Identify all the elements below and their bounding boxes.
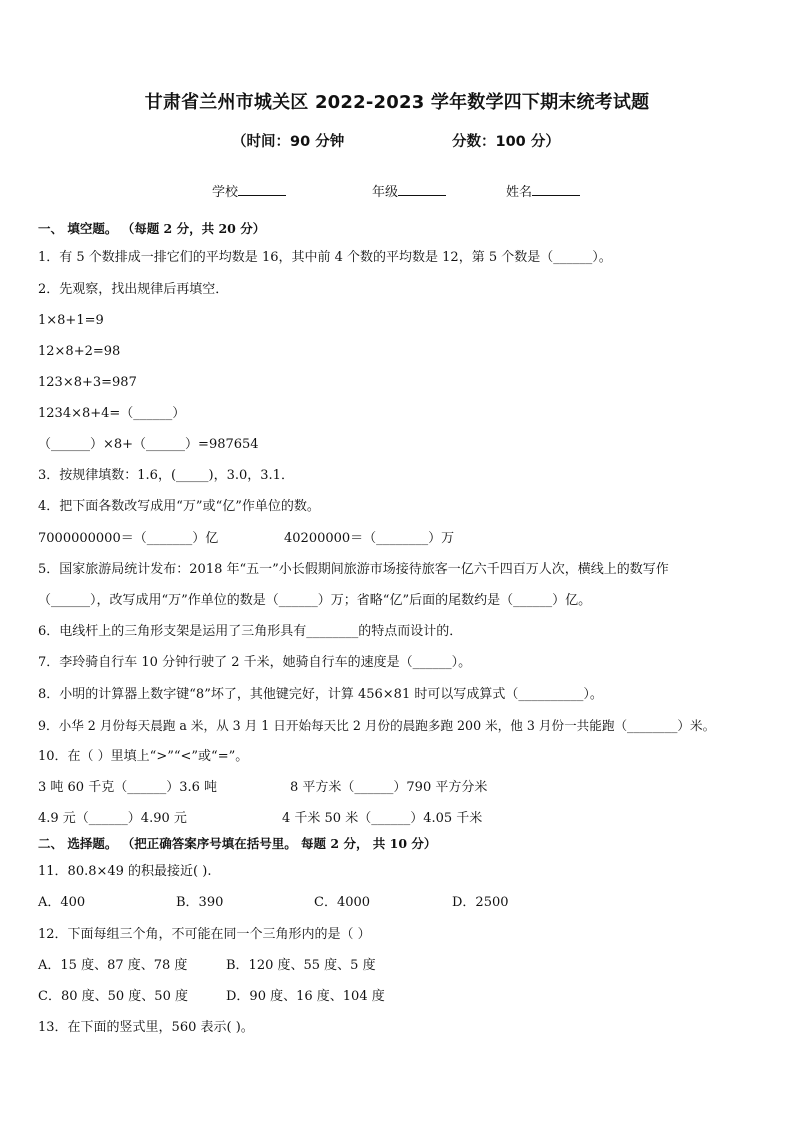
grade-label: 年级 xyxy=(372,185,399,200)
question-9: 9．小华 2 月份每天晨跑 a 米，从 3 月 1 日开始每天比 2 月份的晨跑多跑 200 米，他 3 月份一共能跑（________）米。 xyxy=(38,718,716,733)
question-2: 2．先观察，找出规律后再填空． xyxy=(38,282,229,297)
question-10-c: 4.9 元（______）4.90 元 xyxy=(38,811,187,826)
question-12: 12．下面每组三个角，不可能在同一个三角形内的是（ ） xyxy=(38,927,371,942)
question-10: 10．在（ ）里填上“>”“<”或“=”。 xyxy=(38,749,249,764)
exam-score: 分数：100 分） xyxy=(452,134,560,150)
question-4-a: 7000000000＝（_______）亿 xyxy=(38,531,219,546)
school-label: 学校 xyxy=(212,185,239,200)
question-10-d: 4 千米 50 米（______）4.05 千米 xyxy=(282,811,483,826)
question-7: 7．李玲骑自行车 10 分钟行驶了 2 千米，她骑自行车的速度是（______）。 xyxy=(38,655,472,670)
question-8: 8．小明的计算器上数字键“8”坏了，其他键完好，计算 456×81 时可以写成算式（__________）。 xyxy=(38,687,603,702)
question-11-option-d: D．2500 xyxy=(452,895,509,910)
question-2-line-5: （______）×8+（______）=987654 xyxy=(38,437,259,452)
question-4: 4．把下面各数改写成用“万”或“亿”作单位的数。 xyxy=(38,499,320,514)
question-4-b: 40200000＝（________）万 xyxy=(284,531,455,546)
question-3: 3．按规律填数：1.6，(_____)，3.0，3.1． xyxy=(38,468,294,483)
name-blank[interactable] xyxy=(532,183,580,196)
section1-heading: 一、 填空题。 （每题 2 分，共 20 分） xyxy=(38,221,266,236)
grade-field xyxy=(372,181,446,200)
question-12-option-c: C．80 度、50 度、50 度 xyxy=(38,989,188,1004)
name-field xyxy=(506,181,580,200)
question-5-line-2: （______），改写成用“万”作单位的数是（______）万；省略“亿”后面的尾数约是（______）亿。 xyxy=(38,593,592,608)
question-11-option-c: C．4000 xyxy=(314,895,371,910)
question-2-line-2: 12×8+2=98 xyxy=(38,344,121,359)
grade-blank[interactable] xyxy=(398,183,446,196)
exam-title: 甘肃省兰州市城关区 2022-2023 学年数学四下期末统考试题 xyxy=(144,92,650,113)
question-2-line-3: 123×8+3=987 xyxy=(38,375,137,390)
question-2-line-4: 1234×8+4=（______） xyxy=(38,406,186,421)
question-10-b: 8 平方米（______）790 平方分米 xyxy=(290,780,488,795)
question-12-option-d: D．90 度、16 度、104 度 xyxy=(226,989,385,1004)
question-1: 1．有 5 个数排成一排它们的平均数是 16，其中前 4 个数的平均数是 12，第 5 个数是（______）。 xyxy=(38,250,612,265)
school-field xyxy=(212,181,286,200)
question-10-a: 3 吨 60 千克（______）3.6 吨 xyxy=(38,780,218,795)
question-11: 11．80.8×49 的积最接近( ). xyxy=(38,864,212,879)
section2-heading: 二、 选择题。 （把正确答案序号填在括号里。 每题 2 分， 共 10 分） xyxy=(38,836,437,851)
question-11-option-b: B．390 xyxy=(176,895,224,910)
school-blank[interactable] xyxy=(238,183,286,196)
question-2-line-1: 1×8+1=9 xyxy=(38,313,104,328)
question-13: 13．在下面的竖式里，560 表示( )。 xyxy=(38,1020,254,1035)
question-11-option-a: A．400 xyxy=(38,895,86,910)
question-12-option-a: A．15 度、87 度、78 度 xyxy=(38,958,188,973)
question-5-line-1: 5．国家旅游局统计发布：2018 年“五一”小长假期间旅游市场接待旅客一亿六千四百万人次，横线上的数写作 xyxy=(38,562,669,577)
name-label: 姓名 xyxy=(506,185,533,200)
exam-time: （时间：90 分钟 xyxy=(232,134,345,150)
question-6: 6．电线杆上的三角形支架是运用了三角形具有________的特点而设计的． xyxy=(38,624,463,639)
question-12-option-b: B．120 度、55 度、5 度 xyxy=(226,958,376,973)
